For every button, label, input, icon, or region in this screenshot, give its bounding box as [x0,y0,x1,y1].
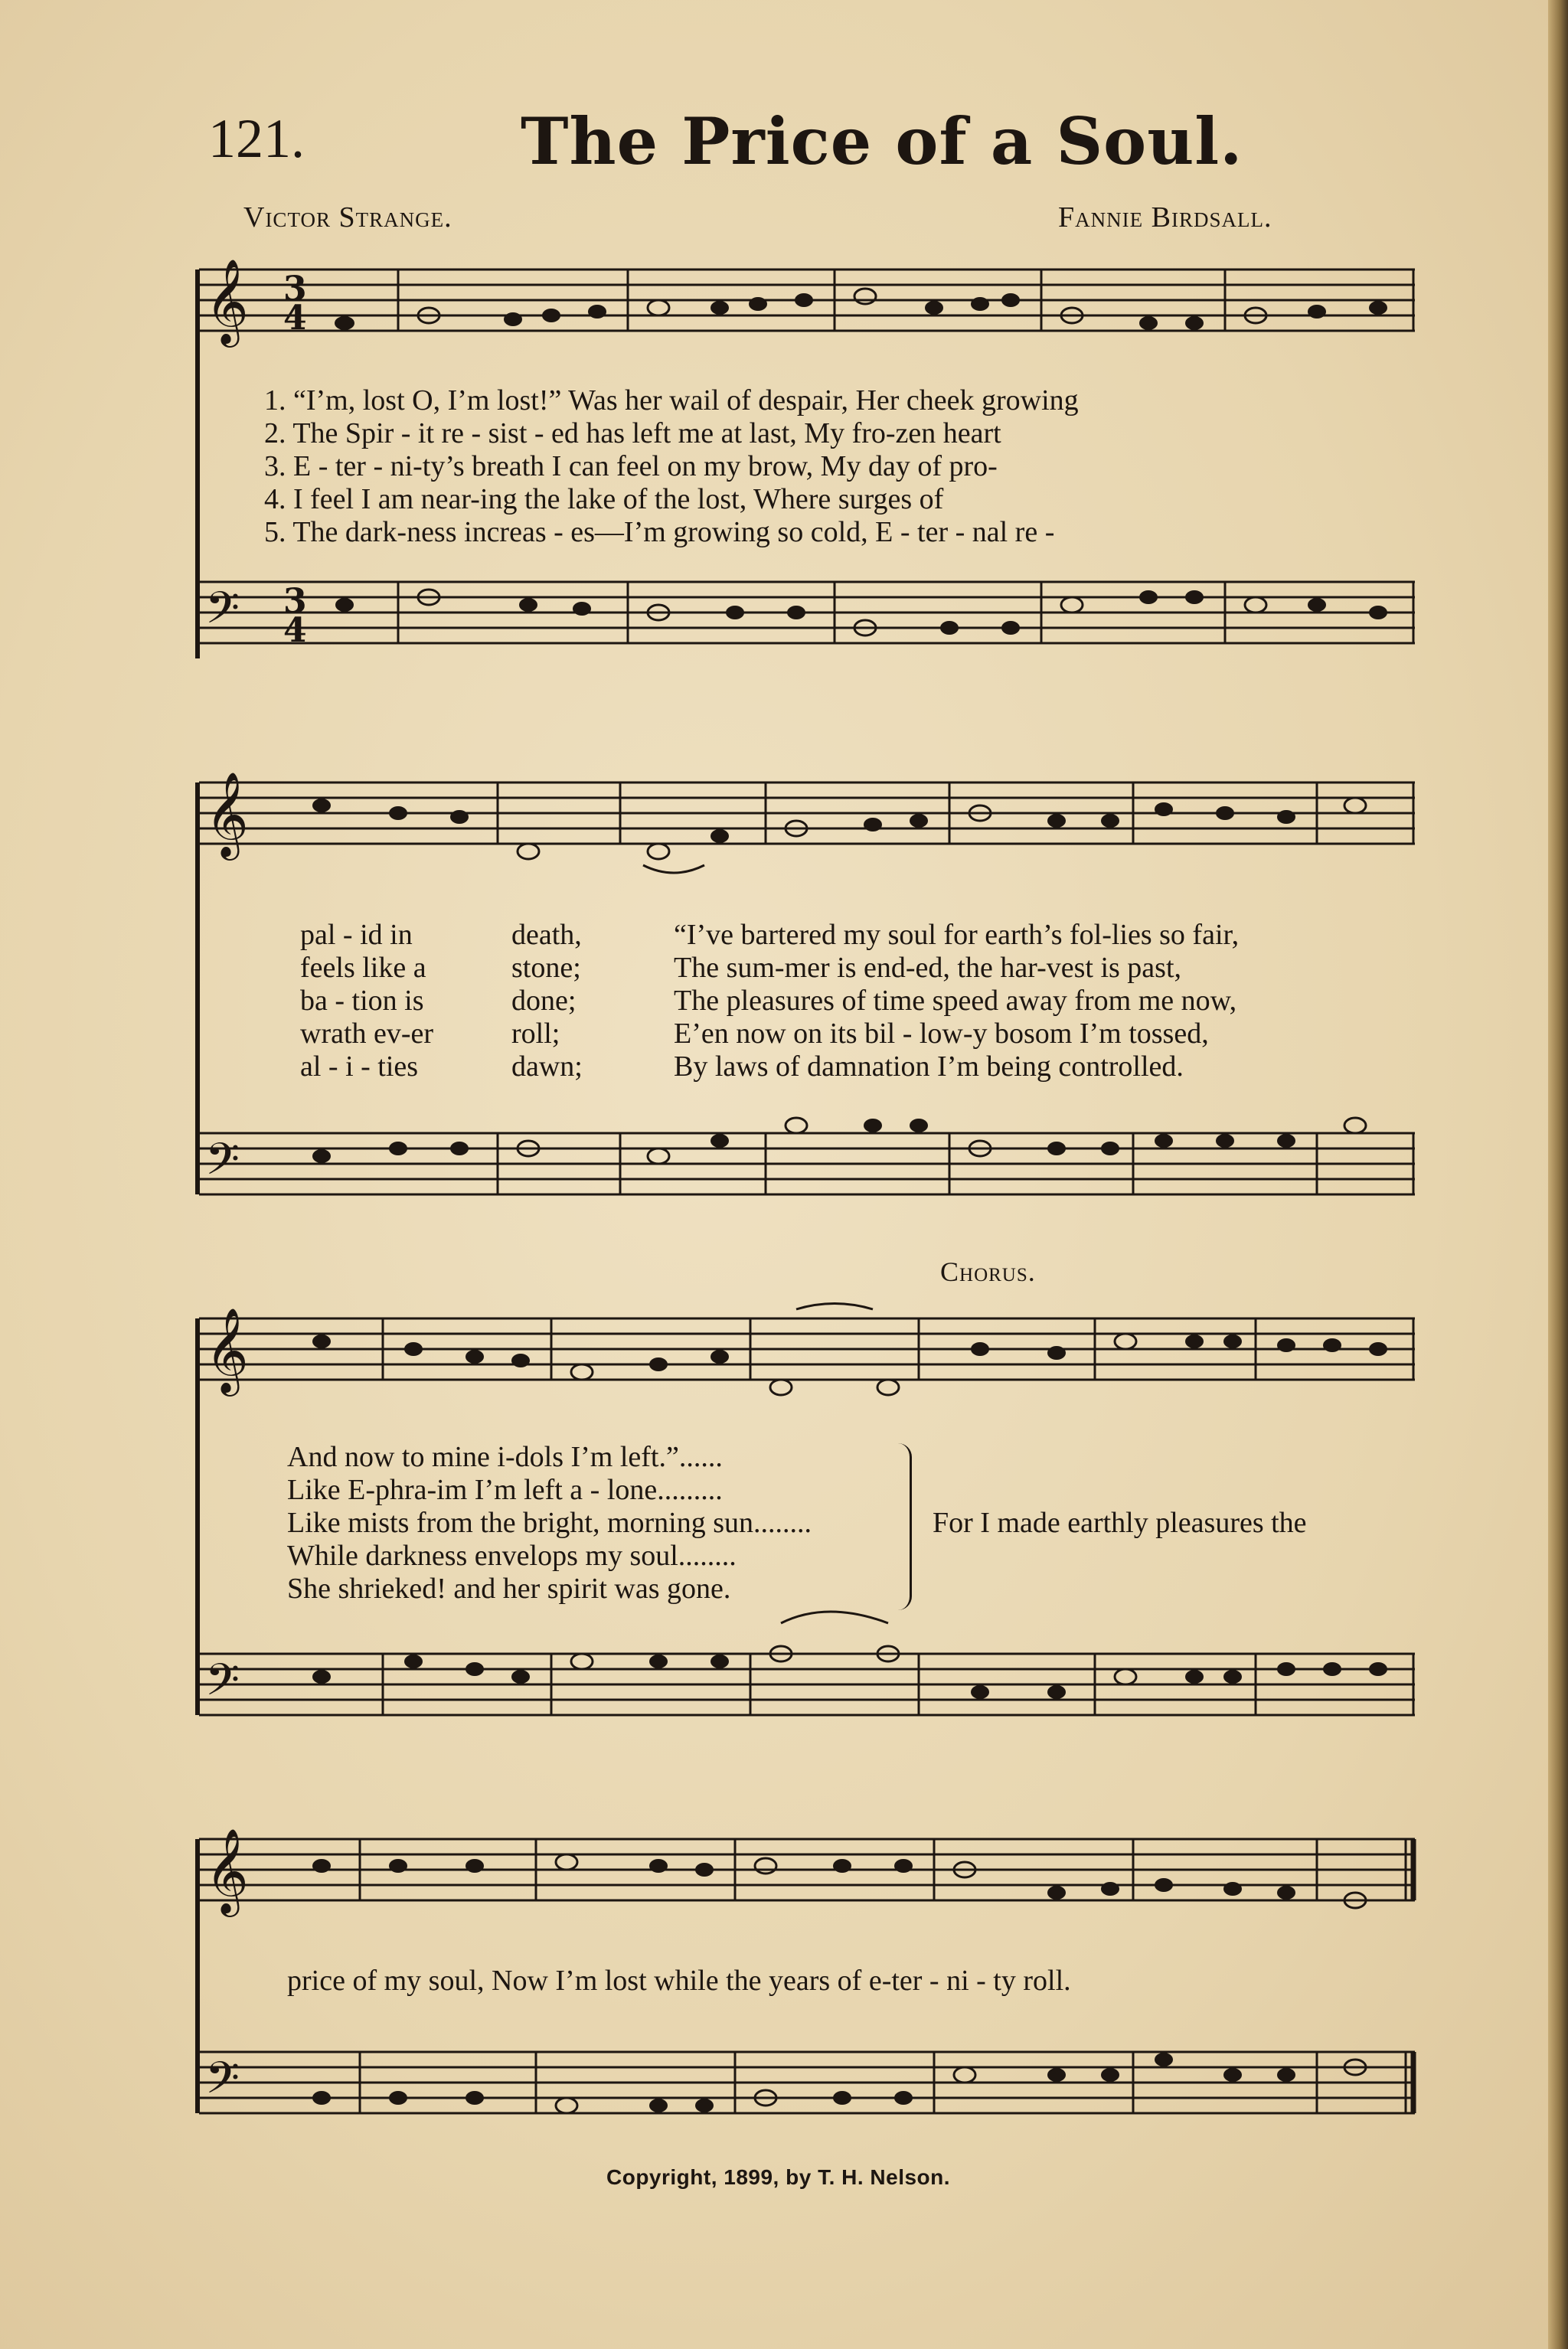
verse-brace [894,1443,912,1610]
svg-text:3: 3 [283,582,307,621]
verse-fragment-2b: stone; [511,952,581,984]
verse-fragment-3a: ba - tion is [300,985,424,1017]
bass-staff [199,582,1415,643]
time-signature: 3 [283,270,307,309]
verse-fragment-3c: The pleasures of time speed away from me now, [674,985,1237,1017]
hymn-title: The Price of a Soul. [521,103,1243,179]
bass-clef-icon: 𝄢 [205,582,240,645]
hymn-number: 121. [208,108,305,169]
bass-clef-icon: 𝄢 [205,1654,240,1717]
verse-line-5: 5. The dark-ness increas - es—I’m growing so cold, E - ter - nal re - [264,516,1055,548]
copyright-notice: Copyright, 1899, by T. H. Nelson. [606,2165,951,2189]
bass-clef-icon: 𝄢 [205,2052,240,2115]
verse-end-line-2: Like E-phra-im I’m left a - lone......... [287,1474,723,1506]
music-system-1 [0,253,1568,681]
verse-fragment-1b: death, [511,919,582,951]
notes-bass-2 [312,1118,1366,1164]
verse-fragment-4b: roll; [511,1018,560,1050]
treble-clef-icon: 𝄞 [205,1828,249,1913]
verse-end-line-5: She shrieked! and her spirit was gone. [287,1573,731,1605]
verse-fragment-4c: E’en now on its bil - low-y bosom I’m tossed, [674,1018,1209,1050]
verse-line-4: 4. I feel I am near-ing the lake of the lost, Where surges of [264,483,944,515]
treble-clef-icon: 𝄞 [205,771,249,857]
verse-fragment-5c: By laws of damnation I’m being controlled. [674,1050,1184,1083]
treble-clef-icon: 𝄞 [205,1307,249,1393]
verse-fragment-5b: dawn; [511,1050,583,1083]
verse-line-2: 2. The Spir - it re - sist - ed has left me at last, My fro-zen heart [264,417,1001,449]
author-credit: Fannie Birdsall. [1058,201,1272,234]
chorus-text-1: For I made earthly pleasures the [933,1507,1307,1539]
verse-end-line-1: And now to mine i-dols I’m left.”...... [287,1441,723,1473]
verse-fragment-1c: “I’ve bartered my soul for earth’s fol-lies so fair, [674,919,1240,951]
verse-fragment-2c: The sum-mer is end-ed, the har-vest is past, [674,952,1181,984]
music-system-4 [0,1822,1568,2144]
verse-fragment-4a: wrath ev-er [300,1018,434,1050]
bass-clef-icon: 𝄢 [205,1133,240,1196]
verse-fragment-5a: al - i - ties [300,1050,419,1083]
music-system-2 [0,766,1568,1240]
verse-end-line-4: While darkness envelops my soul........ [287,1540,737,1572]
chorus-label: Chorus. [940,1256,1036,1287]
verse-fragment-3b: done; [511,985,577,1017]
verse-end-line-3: Like mists from the bright, morning sun........ [287,1507,812,1539]
verse-line-1: 1. “I’m, lost O, I’m lost!” Was her wail of despair, Her cheek growing [264,384,1079,417]
verse-line-3: 3. E - ter - ni-ty’s breath I can feel on my brow, My day of pro- [264,450,998,482]
svg-text:4: 4 [283,299,307,338]
composer-credit: Victor Strange. [243,201,452,234]
verse-fragment-2a: feels like a [300,952,426,984]
chorus-text-2: price of my soul, Now I’m lost while the years of e-ter - ni - ty roll. [287,1965,1071,1997]
svg-text:4: 4 [283,611,307,650]
verse-fragment-1a: pal - id in [300,919,413,951]
treble-clef-icon: 𝄞 [205,258,249,344]
notes-treble-1 [335,289,1387,330]
music-system-3 [0,1302,1568,1730]
